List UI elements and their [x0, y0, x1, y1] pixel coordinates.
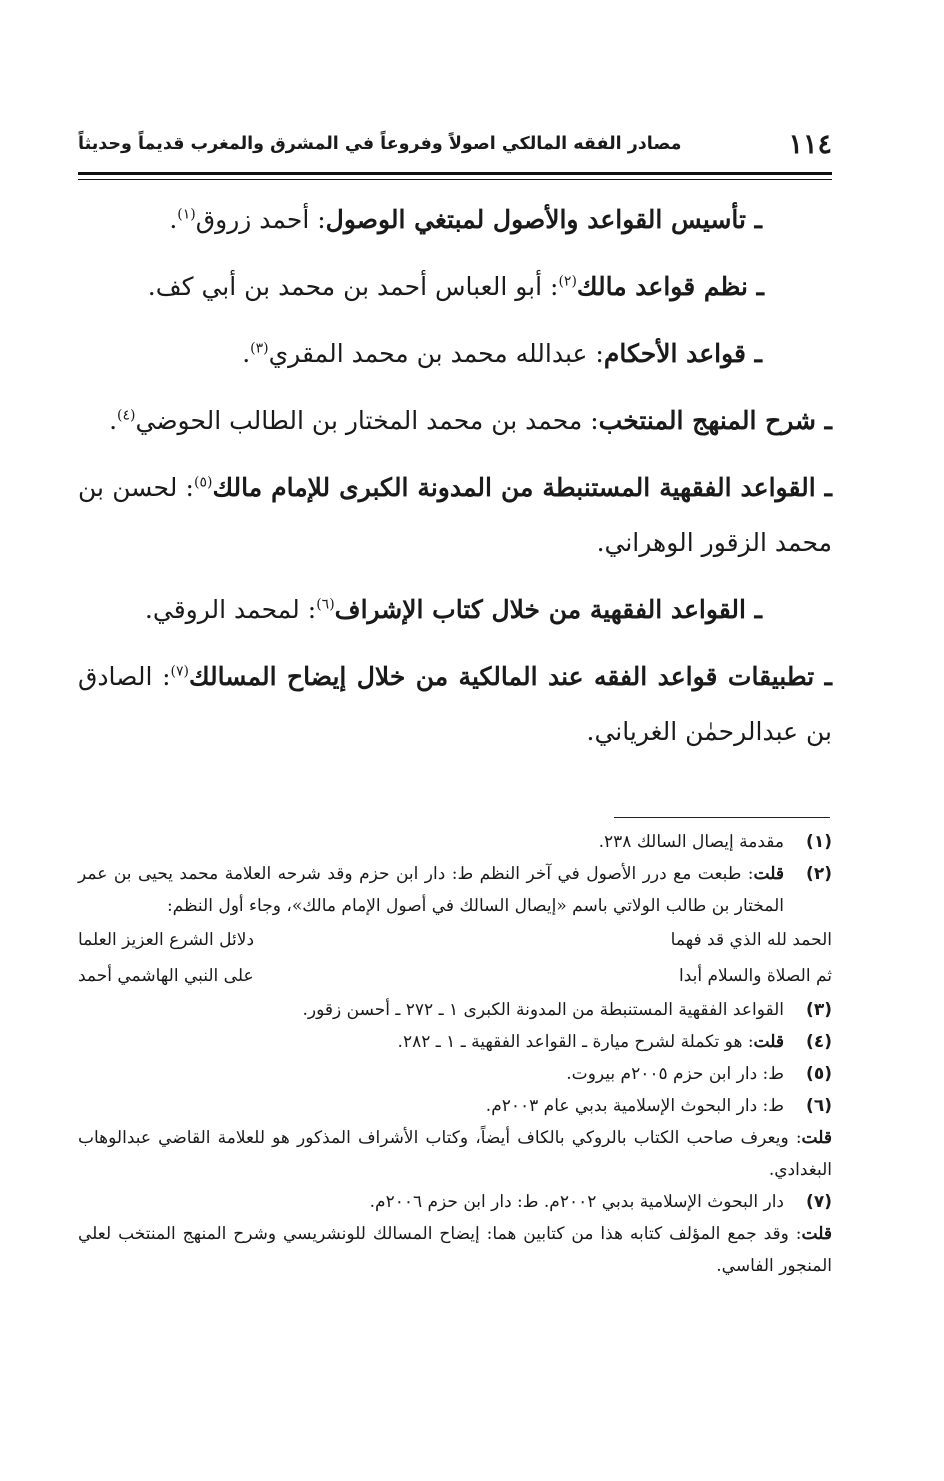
footnote-number: (٢): [806, 864, 832, 884]
entry-separator: :: [595, 339, 604, 368]
entry-title: ـ القواعد الفقهية من خلال كتاب الإشراف: [334, 595, 762, 624]
footnote-ref: (٣): [250, 340, 269, 357]
entry-title: ـ تطبيقات قواعد الفقه عند المالكية من خلال إيضاح المسالك: [188, 662, 833, 691]
footnote-number: (٥): [806, 1064, 832, 1084]
footnote-text: دار البحوث الإسلامية بدبي ٢٠٠٢م. ط: دار ابن حزم ٢٠٠٦م.: [369, 1192, 784, 1212]
entry-separator: :: [307, 595, 317, 624]
footnote-4: [78, 1026, 832, 1058]
entry-4: ـ شرح المنهج المنتخب: محمد بن محمد المختار بن الطالب الحوضي$^{(٤)}$.: [109, 406, 832, 435]
footnote-text: ط: دار ابن حزم ٢٠٠٥م بيروت.: [566, 1064, 784, 1084]
footnote-6-continuation: [78, 1122, 832, 1186]
header-rule-thin: [78, 179, 832, 180]
footnote-number: (٧): [806, 1192, 832, 1212]
header-rule-thick: [78, 172, 832, 175]
footnote-text: ط: دار البحوث الإسلامية بدبي عام ٢٠٠٣م.: [485, 1096, 784, 1116]
entry-title: ـ نظم قواعد مالك: [576, 272, 764, 301]
running-title: مصادر الفقه المالكي اصولاً وفروعاً في المشرق والمغرب قديماً وحديثاً: [78, 134, 682, 154]
entry-title: ـ القواعد الفقهية المستنبطة من المدونة الكبرى للإمام مالك: [212, 473, 832, 502]
entry-5: [78, 460, 832, 570]
entry-7: [78, 649, 832, 759]
entry-separator: :: [317, 205, 326, 234]
entry-2: [78, 259, 832, 314]
footnote-3: [78, 994, 832, 1026]
verse-hemistich: ثم الصلاة والسلام أبدا: [679, 966, 832, 986]
entry-author: لمحمد الروقي.: [144, 595, 308, 624]
entry-separator: :: [162, 662, 171, 691]
footnote-number: (٣): [806, 1000, 832, 1020]
entry-author: أبو العباس أحمد بن محمد بن أبي كف.: [147, 272, 550, 301]
footnote-text: : وقد جمع المؤلف كتابه هذا من كتابين هما: إيضاح المسالك للونشريسي وشرح المنهج المنتخب لعلي المنجور الفاسي.: [78, 1224, 832, 1276]
entry-separator: :: [185, 473, 194, 502]
verse-hemistich: الحمد لله الذي قد فهما: [670, 930, 832, 950]
entry-author: لحسن بن محمد الزقور الوهراني.: [78, 473, 832, 557]
verse-hemistich: على النبي الهاشمي أحمد: [78, 966, 254, 986]
footnote-ref: (٧): [170, 663, 189, 680]
footnote-lead: قلت: [801, 1224, 832, 1244]
footnote-number: (٤): [806, 1032, 832, 1052]
entry-1: ـ تأسيس القواعد والأصول لمبتغي الوصول: أحمد زروق$^{(١)}$.: [169, 205, 762, 234]
entry-title: ـ تأسيس القواعد والأصول لمبتغي الوصول: [325, 205, 762, 234]
footnote-7: [78, 1186, 832, 1218]
page-number: ١١٤: [788, 128, 832, 160]
footnote-ref: (٢): [558, 273, 577, 290]
verse-line-2: [78, 958, 832, 994]
entry-author: أحمد زروق: [195, 205, 318, 234]
entry-author: الصادق بن عبدالرحمٰن الغرياني.: [78, 662, 832, 746]
footnote-5: [78, 1058, 832, 1090]
entry-author: محمد بن محمد المختار بن الطالب الحوضي: [135, 406, 591, 435]
footnote-2: [78, 858, 832, 922]
page-header: [78, 120, 832, 168]
entry-3: ـ قواعد الأحكام: عبدالله محمد بن محمد المقري$^{(٣)}$.: [242, 339, 762, 368]
entry-separator: :: [550, 272, 559, 301]
entries-list: [78, 188, 832, 771]
footnote-lead: قلت: [753, 1032, 784, 1052]
footnote-lead: قلت: [753, 864, 784, 884]
footnote-text: : هو تكملة لشرح ميارة ـ القواعد الفقهية ـ ١ ـ ٢٨٢.: [397, 1032, 754, 1052]
footnote-text: القواعد الفقهية المستنبطة من المدونة الكبرى ١ ـ ٢٧٢ ـ أحسن زقور.: [302, 1000, 784, 1020]
footnote-number: (٦): [806, 1096, 832, 1116]
verse-line-1: [78, 922, 832, 958]
footnote-lead: قلت: [801, 1128, 832, 1148]
entry-title: ـ قواعد الأحكام: [603, 339, 762, 368]
entry-author: عبدالله محمد بن محمد المقري: [268, 339, 596, 368]
footnote-ref: (١): [177, 206, 196, 223]
footnote-number: (١): [806, 832, 832, 852]
footnote-text: : ويعرف صاحب الكتاب بالروكي بالكاف أيضاً، وكتاب الأشراف المذكور هو للعلامة القاضي عبدالوهاب البغدادي.: [78, 1128, 832, 1180]
footnote-separator: [614, 817, 830, 818]
footnote-6: [78, 1090, 832, 1122]
entry-6: [78, 582, 832, 637]
footnotes: [78, 826, 832, 1282]
footnote-1: [78, 826, 832, 858]
footnote-ref: (٤): [117, 407, 136, 424]
footnote-text: مقدمة إيصال السالك ٢٣٨.: [598, 832, 784, 852]
footnote-text: : طبعت مع درر الأصول في آخر النظم ط: دار ابن حزم وقد شرحه العلامة محمد يحيى بن عمر المختار بن طالب الولاتي باسم «إيصال السالك في أصول الإمام مالك»، وجاء أول النظم:: [78, 864, 784, 916]
footnote-ref: (٦): [316, 596, 335, 613]
entry-separator: :: [590, 406, 599, 435]
verse-hemistich: دلائل الشرع العزيز العلما: [78, 930, 255, 950]
footnote-ref: (٥): [193, 474, 213, 491]
footnote-7-continuation: [78, 1218, 832, 1282]
entry-title: ـ شرح المنهج المنتخب: [598, 406, 832, 435]
